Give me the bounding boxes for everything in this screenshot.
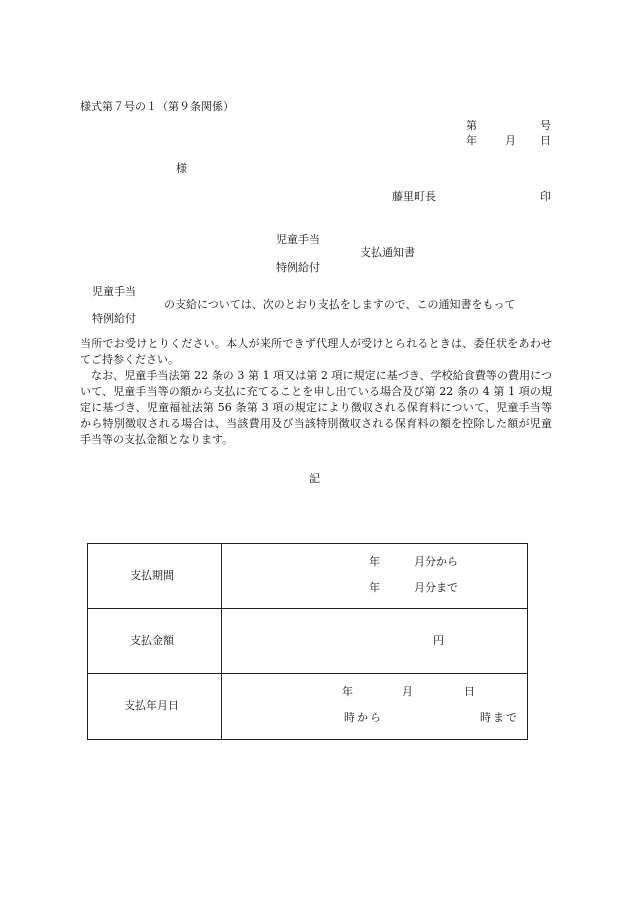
payment-date-label: 支払年月日 [124, 699, 179, 712]
body-paragraph-deduction-note: なお、児童手当法第 22 条の 3 第 1 項又は第 2 項に規定に基づき、学校給食費等の費用について、児童手当等の額から支払に充てることを申し出ている場合及び第 22 条の 4 第 1 項の規定に基づき、児童福祉法第 56 条第 3 項の規定により徴収される保育料について、児童手当等から特別徴収される場合は、当該費用及び当該特別徴収される保育料の額を控除した額が児童手当等の支払金額となります。 [80, 369, 552, 446]
date-day-label: 日 [540, 134, 551, 147]
title-option-child-allowance: 児童手当 [276, 233, 320, 246]
payment-time-from: 時から [344, 711, 383, 724]
body-option-child-allowance: 児童手当 [92, 285, 136, 298]
body-paragraph-receipt: 当所でお受けとりください。本人が来所できず代理人が受けとられるときは、委任状をあわせてご持参ください。 [80, 337, 552, 366]
number-suffix: 号 [540, 119, 551, 132]
body-intro-tail: の支給については、次のとおり支払をしますので、この通知書をもって [164, 298, 516, 311]
number-prefix: 第 [466, 119, 477, 132]
payment-amount-label: 支払金額 [130, 634, 174, 647]
amount-unit: 円 [433, 634, 444, 647]
period-to-year: 年 [369, 581, 380, 594]
period-from-month: 月分から [414, 555, 458, 568]
seal-mark: 印 [540, 190, 551, 203]
form-label: 様式第７号の１（第９条関係） [80, 100, 234, 113]
sender-title: 藤里町長 [392, 190, 436, 203]
table-row-divider [87, 673, 527, 674]
date-month-label: 月 [505, 134, 516, 147]
title-option-special-benefit: 特例給付 [276, 261, 320, 274]
payment-period-label: 支払期間 [130, 569, 174, 582]
document-title: 支払通知書 [360, 246, 415, 259]
addressee-honorific: 様 [176, 162, 187, 175]
payment-date-month: 月 [402, 685, 413, 698]
period-to-month: 月分まで [414, 581, 458, 594]
table-row-divider [87, 608, 527, 609]
payment-date-year: 年 [342, 685, 353, 698]
ki-heading: 記 [309, 472, 320, 485]
date-year-label: 年 [466, 134, 477, 147]
body-option-special-benefit: 特例給付 [92, 312, 136, 325]
payment-time-to: 時まで [480, 711, 519, 724]
period-from-year: 年 [369, 555, 380, 568]
table-column-divider [221, 543, 222, 739]
payment-date-day: 日 [464, 685, 475, 698]
